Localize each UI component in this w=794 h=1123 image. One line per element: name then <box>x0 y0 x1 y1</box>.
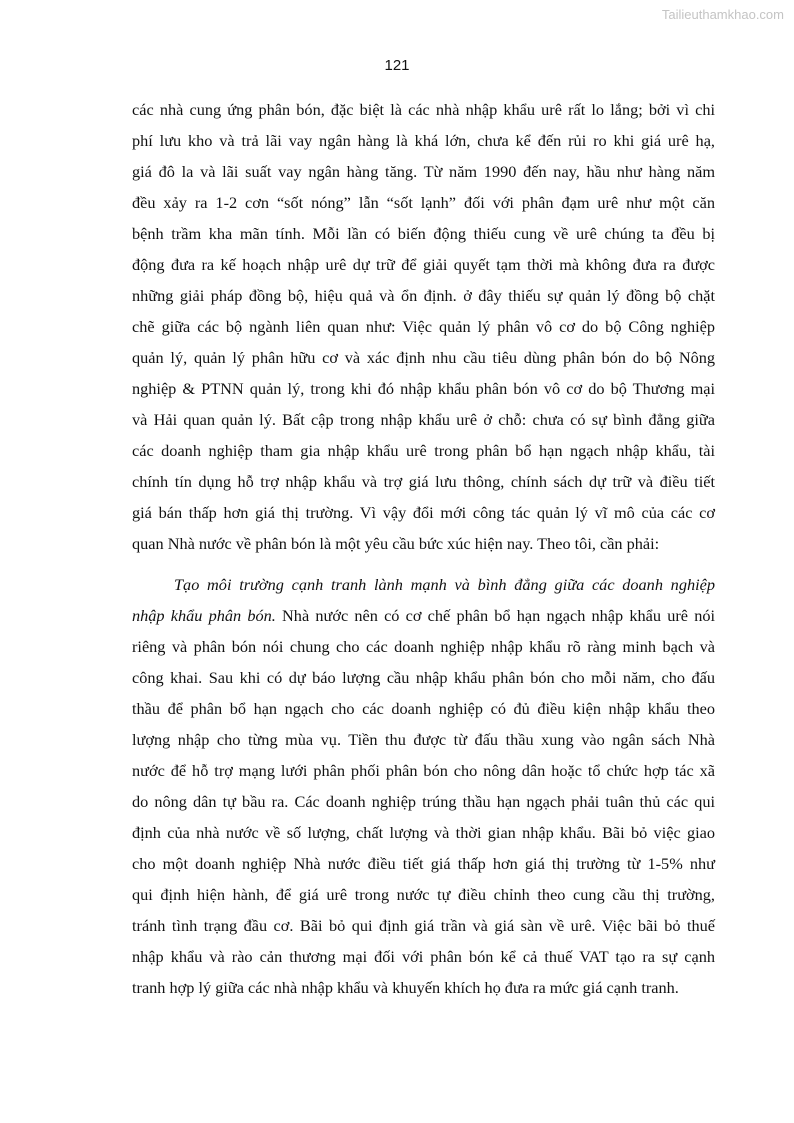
text-line: các doanh nghiệp tham gia nhập khẩu urê trong phân bổ hạn ngạch nhập khẩu, tài <box>132 441 715 460</box>
text-line: những giải pháp đồng bộ, hiệu quả và ổn định. ở đây thiếu sự quản lý đồng bộ chặt <box>132 286 715 305</box>
text-line: nhập khẩu và rào cản thương mại đối với phân bón kể cả thuế VAT tạo ra sự cạnh <box>132 947 715 966</box>
document-body <box>132 94 715 1003</box>
text-line: chính tín dụng hỗ trợ nhập khẩu và trợ giá lưu thông, chính sách dự trữ và điều tiết <box>132 472 715 491</box>
text-line: quản lý, quản lý phân hữu cơ và xác định nhu cầu tiêu dùng phân bón do bộ Nông <box>132 348 715 367</box>
text-line: do nông dân tự bầu ra. Các doanh nghiệp trúng thầu hạn ngạch phải tuân thủ các qui <box>132 792 715 811</box>
text-line: tránh tình trạng đầu cơ. Bãi bỏ qui định giá trần và giá sàn về urê. Việc bãi bỏ thuế <box>132 916 715 935</box>
text-line: lượng nhập cho từng mùa vụ. Tiền thu được từ đấu thầu xung vào ngân sách Nhà <box>132 730 715 749</box>
text-line: các nhà cung ứng phân bón, đặc biệt là các nhà nhập khẩu urê rất lo lắng; bởi vì chi <box>132 100 715 119</box>
text-line: giá đô la và lãi suất vay ngân hàng tăng. Từ năm 1990 đến nay, hầu như hàng năm <box>132 162 715 181</box>
italic-heading-line: Tạo môi trường cạnh tranh lành mạnh và bình đẳng giữa các doanh nghiệp <box>174 575 715 594</box>
text-line: qui định hiện hành, để giá urê trong nước tự điều chỉnh theo cung cầu thị trường, <box>132 885 715 904</box>
paragraph-2 <box>132 569 715 1003</box>
text-line: và Hải quan quản lý. Bất cập trong nhập khẩu urê ở chỗ: chưa có sự bình đẳng giữa <box>132 410 715 429</box>
text-line: cho một doanh nghiệp Nhà nước điều tiết giá thấp hơn giá thị trường từ 1-5% như <box>132 854 715 873</box>
text-line: đều xảy ra 1-2 cơn “sốt nóng” lẫn “sốt lạnh” đối với phân đạm urê như một căn <box>132 193 715 212</box>
italic-heading-end: nhập khẩu phân bón. <box>132 606 276 625</box>
text-line: riêng và phân bón nói chung cho các doanh nghiệp nhập khẩu rõ ràng minh bạch và <box>132 637 715 656</box>
paragraph-1 <box>132 94 715 559</box>
text-line-rest: Nhà nước nên có cơ chế phân bổ hạn ngạch nhập khẩu urê nói <box>275 606 715 625</box>
text-line: tranh hợp lý giữa các nhà nhập khẩu và khuyến khích họ đưa ra mức giá cạnh tranh. <box>132 978 679 997</box>
text-line <box>132 600 715 631</box>
page-number: 121 <box>384 57 410 74</box>
text-line: nước để hỗ trợ mạng lưới phân phối phân bón cho nông dân hoặc tổ chức hợp tác xã <box>132 761 715 780</box>
text-line: nghiệp & PTNN quản lý, trong khi đó nhập khẩu phân bón vô cơ do bộ Thương mại <box>132 379 715 398</box>
text-line: định của nhà nước về số lượng, chất lượng và thời gian nhập khẩu. Bãi bỏ việc giao <box>132 823 715 842</box>
text-line: bệnh trầm kha mãn tính. Mỗi lần có biến động thiếu cung về urê chúng ta đều bị <box>132 224 715 243</box>
text-line: công khai. Sau khi có dự báo lượng cầu nhập khẩu phân bón cho mỗi năm, cho đấu <box>132 668 715 687</box>
text-line: động đưa ra kế hoạch nhập urê dự trữ để giải quyết tạm thời mà không đưa ra được <box>132 255 715 274</box>
watermark-text: Tailieuthamkhao.com <box>661 7 784 22</box>
text-line: thầu để phân bổ hạn ngạch cho các doanh nghiệp có đủ điều kiện nhập khẩu theo <box>132 699 715 718</box>
text-line: giá bán thấp hơn giá thị trường. Vì vậy đổi mới công tác quản lý vĩ mô của các cơ <box>132 503 715 522</box>
text-line: chẽ giữa các bộ ngành liên quan như: Việc quản lý phân vô cơ do bộ Công nghiệp <box>132 317 715 336</box>
text-line: phí lưu kho và trả lãi vay ngân hàng là khá lớn, chưa kể đến rủi ro khi giá urê hạ, <box>132 131 715 150</box>
text-line: quan Nhà nước về phân bón là một yêu cầu bức xúc hiện nay. Theo tôi, cần phải: <box>132 534 660 553</box>
